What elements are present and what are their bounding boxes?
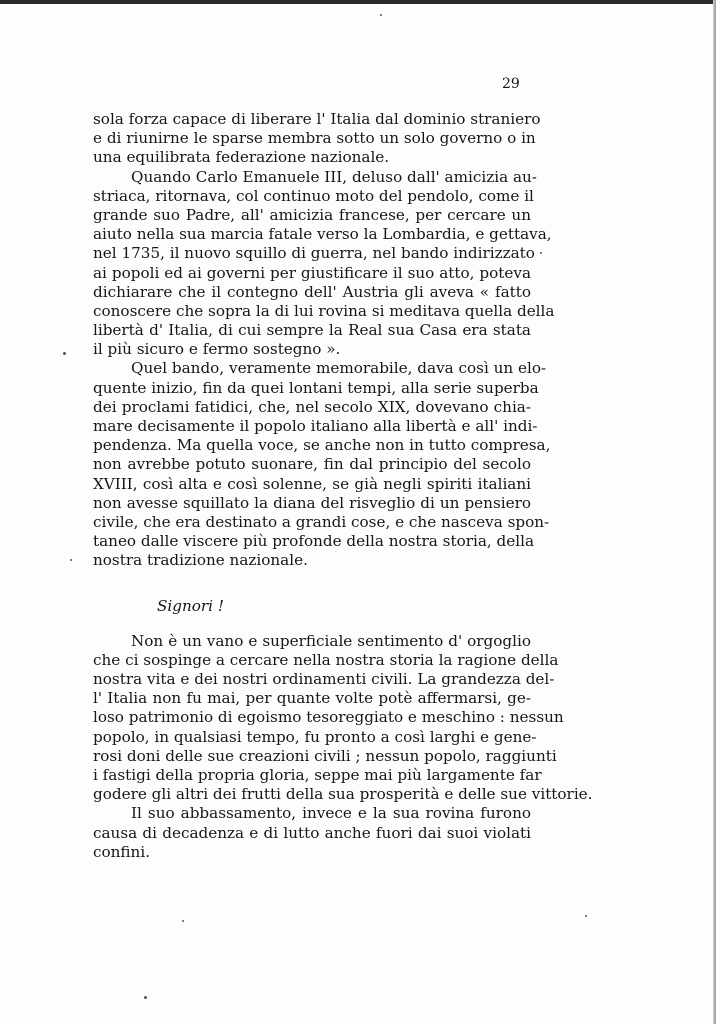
paragraph-line: XVIII, così alta e così solenne, se già negli spiriti italiani (93, 474, 531, 493)
paragraph-line: civile, che era destinato a grandi cose, e che nasceva spon- (93, 512, 550, 531)
paragraph-line: taneo dalle viscere più profonde della nostra storia, della (93, 532, 535, 551)
paragraph-line: e di riunirne le sparse membra sotto un solo governo o in (93, 129, 536, 148)
paragraph-line: che ci sospinge a cercare nella nostra storia la ragione della (93, 650, 559, 669)
paragraph-line: striaca, ritornava, col continuo moto del pendolo, come il (93, 186, 534, 205)
paragraph-line: conoscere che sopra la di lui rovina si meditava quella della (93, 301, 555, 320)
paragraph-first-line: Quando Carlo Emanuele III, deluso dall' amicizia au- (131, 167, 537, 186)
scan-speck (380, 14, 382, 16)
paragraph-line: dichiarare che il contegno dell' Austria gli aveva « fatto (93, 282, 531, 301)
paragraph-line: godere gli altri dei frutti della sua prosperità e delle sue vittorie. (93, 785, 593, 804)
scan-speck (540, 252, 542, 254)
body-text (93, 110, 593, 862)
paragraph-line: popolo, in qualsiasi tempo, fu pronto a così larghi e gene- (93, 727, 537, 746)
scan-top-edge (0, 0, 716, 4)
paragraph-line: mare decisamente il popolo italiano alla libertà e all' indi- (93, 417, 538, 435)
paragraph-line: i fastigi della propria gloria, seppe mai più largamente far (93, 766, 542, 784)
paragraph-line: rosi doni delle sue creazioni civili ; nessun popolo, raggiunti (93, 746, 557, 765)
paragraph-line: l' Italia non fu mai, per quante volte potè affermarsi, ge- (93, 689, 531, 708)
paragraph-line: il più sicuro e fermo sostegno ». (93, 340, 341, 359)
paragraph-line: non avrebbe potuto suonare, fin dal principio del secolo (93, 455, 531, 474)
paragraph-line: nel 1735, il nuovo squillo di guerra, nel bando indirizzato (93, 244, 535, 263)
paragraph-line: grande suo Padre, all' amicizia francese, per cercare un (93, 205, 531, 224)
paragraph-line: pendenza. Ma quella voce, se anche non in tutto compresa, (93, 436, 551, 455)
paragraph-line: loso patrimonio di egoismo tesoreggiato e meschino : nessun (93, 708, 564, 727)
scan-speck (182, 920, 184, 922)
paragraph-line: dei proclami fatidici, che, nel secolo XIX, dovevano chia- (93, 397, 531, 416)
paragraph-line: aiuto nella sua marcia fatale verso la Lombardia, e gettava, (93, 225, 552, 244)
paragraph-line: confini. (93, 842, 151, 861)
paragraph-line: nostra tradizione nazionale. (93, 551, 308, 570)
page-number: 29 (502, 76, 520, 92)
paragraph-line: causa di decadenza e di lutto anche fuori dai suoi violati (93, 823, 531, 842)
paragraph-line: quente inizio, fin da quei lontani tempi, alla serie superba (93, 378, 539, 397)
scan-speck (585, 915, 587, 917)
paragraph-line: libertà d' Italia, di cui sempre la Real sua Casa era stata (93, 321, 531, 340)
scan-speck (144, 996, 147, 999)
paragraph-first-line: Quel bando, veramente memorabile, dava così un elo- (131, 359, 547, 378)
section-heading: Signori ! (157, 596, 224, 615)
paragraph-line: una equilibrata federazione nazionale. (93, 148, 390, 167)
paragraph-line: nostra vita e dei nostri ordinamenti civili. La grandezza del- (93, 670, 555, 689)
paragraph-first-line: Il suo abbassamento, invece e la sua rovina furono (131, 804, 531, 823)
paragraph-first-line: Non è un vano e superficiale sentimento d' orgoglio (131, 631, 531, 650)
paragraph-first-line: sola forza capace di liberare l' Italia dal dominio straniero (93, 110, 541, 128)
scan-speck (70, 559, 72, 561)
paragraph-line: ai popoli ed ai governi per giustificare il suo atto, poteva (93, 263, 531, 282)
scan-speck (63, 352, 66, 355)
paragraph-line: non avesse squillato la diana del risveglio di un pensiero (93, 493, 531, 512)
